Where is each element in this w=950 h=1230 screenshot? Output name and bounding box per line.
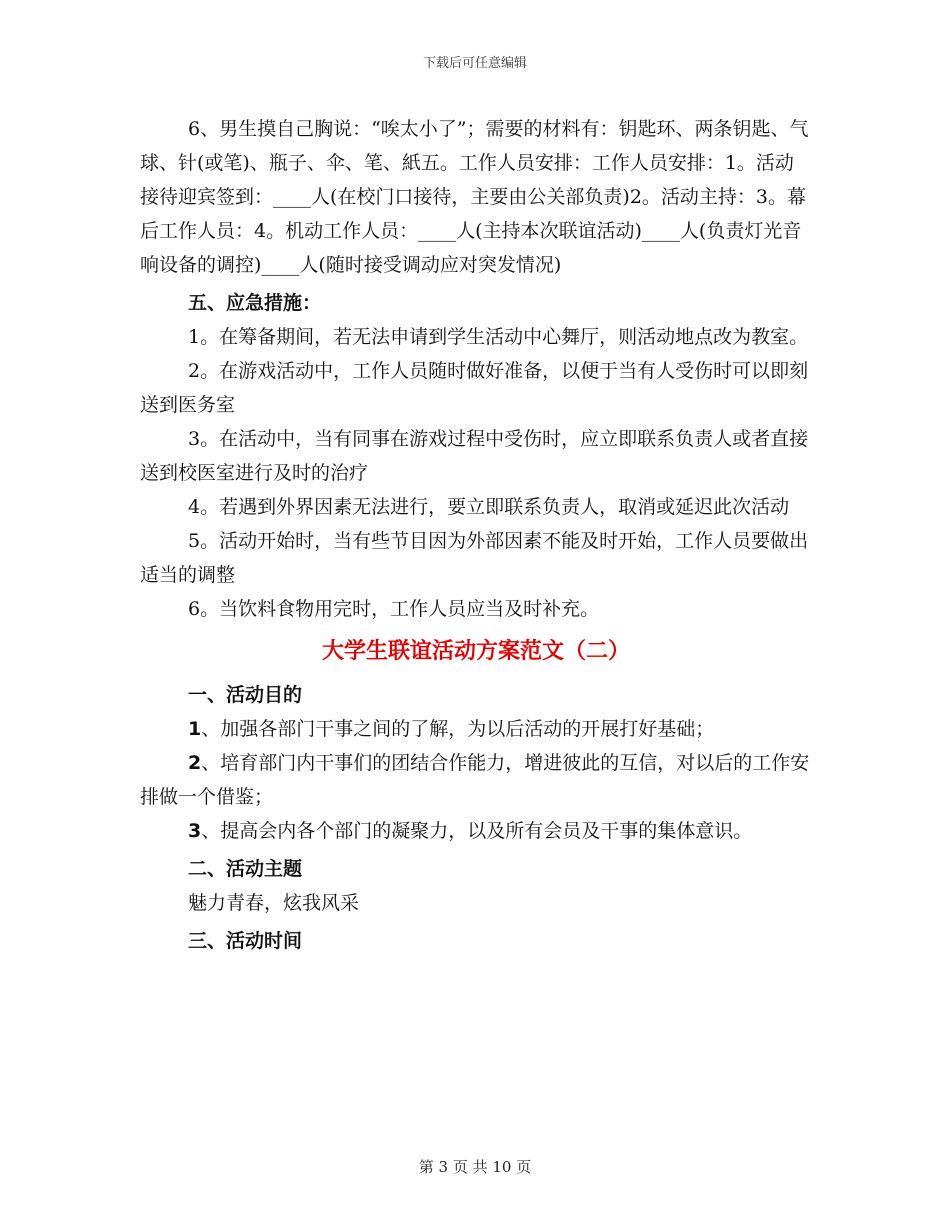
page-footer-number: 第 3 页 共 10 页 xyxy=(418,1158,532,1176)
purpose-item-3 xyxy=(140,814,812,848)
purpose-item-1-text: 、加强各部门干事之间的了解，为以后活动的开展打好基础； xyxy=(201,718,715,740)
document-body xyxy=(140,112,812,958)
purpose-item-2-text: 、培育部门内干事们的团结合作能力，增进彼此的互信，对以后的工作安排做一个借鉴； xyxy=(140,752,810,808)
purpose-item-1 xyxy=(140,712,812,746)
emergency-item-1: 1。在筹备期间，若无法申请到学生活动中心舞厅，则活动地点改为教室。 xyxy=(188,326,809,348)
purpose-item-2-number: 2 xyxy=(188,752,202,774)
section-5-heading: 五、应急措施： xyxy=(188,292,322,314)
section-1-heading: 一、活动目的 xyxy=(188,684,303,706)
section-2-heading: 二、活动主题 xyxy=(188,858,303,880)
purpose-item-2 xyxy=(140,746,812,814)
theme-text: 魅力青春，炫我风采 xyxy=(188,892,360,914)
emergency-item-5: 5。活动开始时，当有些节目因为外部因素不能及时开始，工作人员要做出适当的调整 xyxy=(140,530,809,586)
paragraph-item-6: 6、男生摸自己胸说：“唉太小了”；需要的材料有：钥匙环、两条钥匙、气球、针(或笔)、瓶子、伞、笔、紙五。工作人员安排：工作人员安排：1。活动接待迎宾签到：____人(在校门口接待，主要由公关部负责)2。活动主持：3。幕后工作人员：4。机动工作人员：____人(主持本次联谊活动)____人(负责灯光音响设备的调控)____人(随时接受调动应对突发情况) xyxy=(140,118,809,276)
purpose-item-3-text: 、提高会内各个部门的凝聚力，以及所有会员及干事的集体意识。 xyxy=(201,820,753,842)
emergency-item-6: 6。当饮料食物用完时，工作人员应当及时补充。 xyxy=(188,598,600,620)
purpose-item-1-number: 1 xyxy=(188,718,202,740)
emergency-item-2: 2。在游戏活动中，工作人员随时做好准备，以便于当有人受伤时可以即刻送到医务室 xyxy=(140,360,809,416)
page-header-note: 下载后可任意编辑 xyxy=(422,56,527,71)
purpose-item-3-number: 3 xyxy=(188,820,202,842)
emergency-item-3: 3。在活动中，当有同事在游戏过程中受伤时，应立即联系负责人或者直接送到校医室进行及时的治疗 xyxy=(140,428,809,484)
document-title: 大学生联谊活动方案范文（二） xyxy=(321,639,630,664)
emergency-item-4: 4。若遇到外界因素无法进行，要立即联系负责人，取消或延迟此次活动 xyxy=(188,496,790,518)
section-3-heading: 三、活动时间 xyxy=(188,930,303,952)
